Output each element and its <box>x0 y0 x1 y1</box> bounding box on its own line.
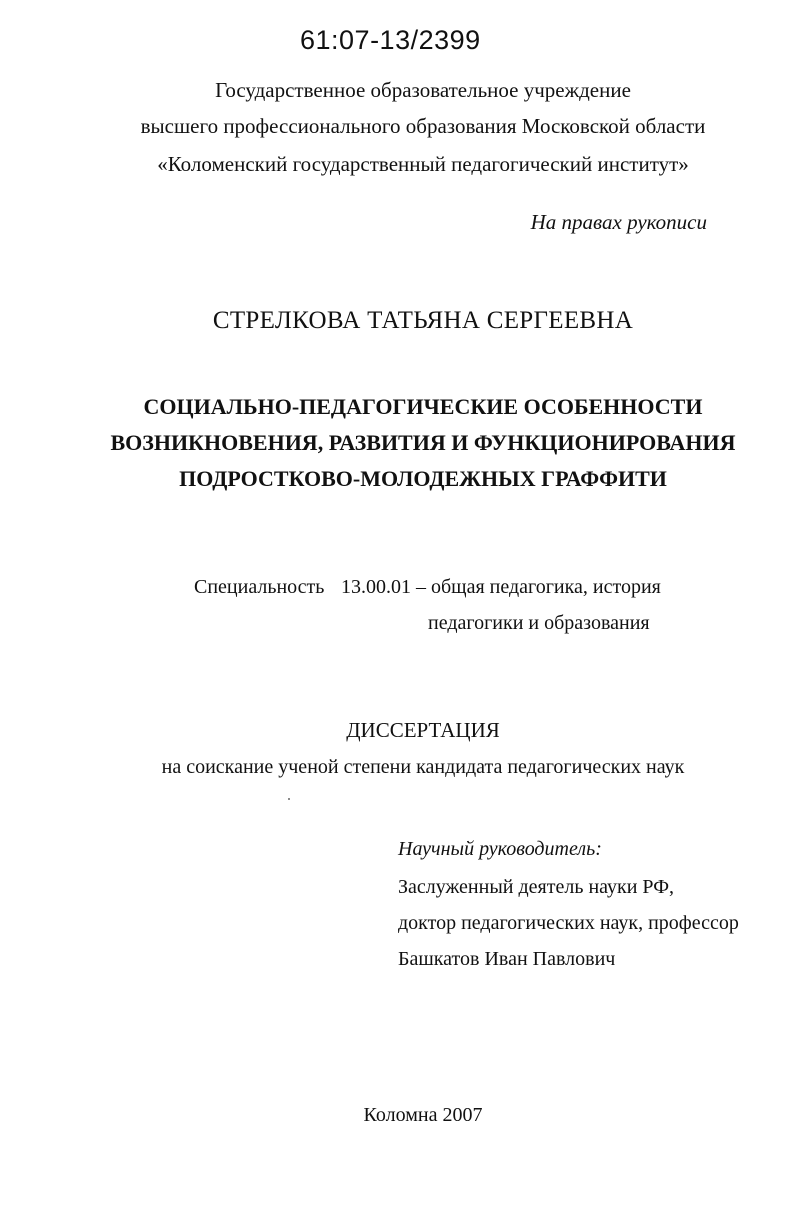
author-name: СТРЕЛКОВА ТАТЬЯНА СЕРГЕЕВНА <box>212 307 634 334</box>
specialty-line-2: педагогики и образования <box>428 612 650 634</box>
archive-code: 61:07-13/2399 <box>300 25 481 55</box>
manuscript-note: На правах рукописи <box>530 210 707 234</box>
supervisor-title-1: Заслуженный деятель науки РФ, <box>398 876 675 898</box>
thesis-title-line-2: ВОЗНИКНОВЕНИЯ, РАЗВИТИЯ И ФУНКЦИОНИРОВАНИЯ <box>110 430 736 455</box>
work-type: ДИССЕРТАЦИЯ <box>346 718 500 742</box>
place-year: Коломна 2007 <box>363 1104 483 1126</box>
thesis-title-line-1: СОЦИАЛЬНО-ПЕДАГОГИЧЕСКИЕ ОСОБЕННОСТИ <box>143 394 703 419</box>
supervisor-heading: Научный руководитель: <box>398 838 602 860</box>
institution-line-1: Государственное образовательное учреждение <box>215 78 631 102</box>
institution-line-2: высшего профессионального образования Московской области <box>140 114 706 138</box>
scan-speck <box>288 798 290 800</box>
degree-line: на соискание ученой степени кандидата педагогических наук <box>161 756 685 778</box>
specialty-label: Специальность <box>194 576 325 598</box>
supervisor-name: Башкатов Иван Павлович <box>398 948 616 970</box>
specialty-line-1: 13.00.01 – общая педагогика, история <box>341 576 661 598</box>
thesis-title-line-3: ПОДРОСТКОВО-МОЛОДЕЖНЫХ ГРАФФИТИ <box>179 466 667 491</box>
institution-line-3: «Коломенский государственный педагогический институт» <box>157 152 689 176</box>
supervisor-title-2: доктор педагогических наук, профессор <box>398 912 739 934</box>
